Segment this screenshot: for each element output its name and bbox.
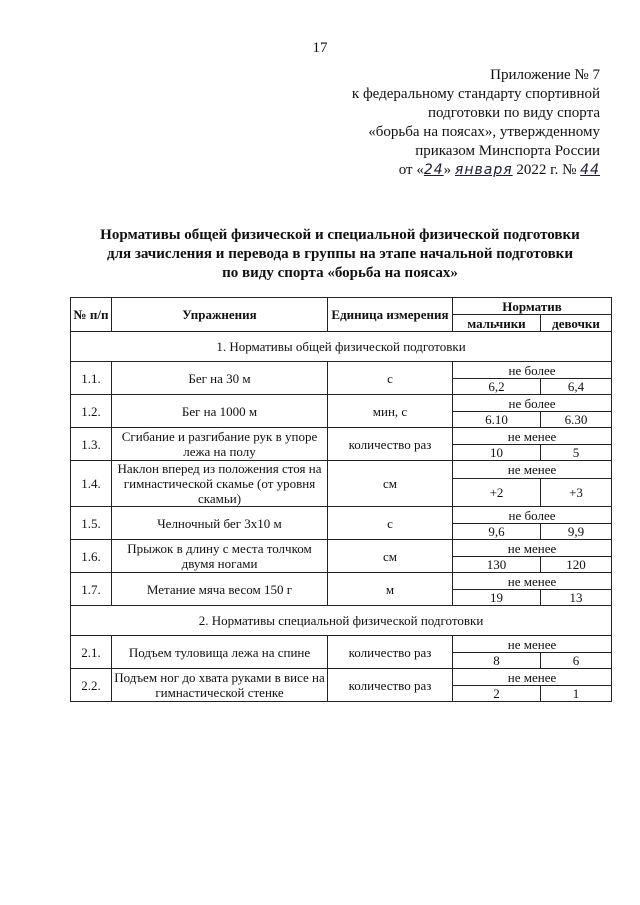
appendix-line: «борьба на поясах», утвержденному <box>368 124 600 140</box>
row-num: 1.7. <box>71 573 112 606</box>
row-unit: количество раз <box>328 428 453 461</box>
date-mid: » <box>443 162 452 178</box>
row-boys: +2 <box>453 478 541 506</box>
section-heading: 1. Нормативы общей физической подготовки <box>71 332 612 362</box>
header-boys: мальчики <box>453 315 541 332</box>
row-exercise: Метание мяча весом 150 г <box>112 573 328 606</box>
table-row <box>71 636 612 653</box>
row-girls: 9,9 <box>541 524 612 540</box>
table-row <box>71 507 612 524</box>
document-title <box>60 226 620 283</box>
table-body <box>71 332 612 702</box>
row-condition: не более <box>453 507 612 524</box>
row-girls: 120 <box>541 557 612 573</box>
row-exercise: Наклон вперед из положения стоя на гимнастической скамье (от уровня скамьи) <box>112 461 328 507</box>
row-girls: 1 <box>541 686 612 702</box>
title-line: для зачисления и перевода в группы на этапе начальной подготовки <box>107 246 573 262</box>
row-num: 1.4. <box>71 461 112 507</box>
row-boys: 9,6 <box>453 524 541 540</box>
date-prefix: от « <box>398 162 424 178</box>
appendix-line: подготовки по виду спорта <box>428 105 600 121</box>
standards-table <box>70 297 612 702</box>
row-condition: не более <box>453 362 612 379</box>
row-girls: +3 <box>541 478 612 506</box>
table-row <box>71 461 612 479</box>
row-exercise: Челночный бег 3х10 м <box>112 507 328 540</box>
appendix-block <box>300 66 600 180</box>
header-unit: Единица измерения <box>328 298 453 332</box>
table-row <box>71 362 612 379</box>
header-norm: Норматив <box>453 298 612 315</box>
appendix-line: к федеральному стандарту спортивной <box>351 86 600 102</box>
row-boys: 130 <box>453 557 541 573</box>
row-girls: 6 <box>541 653 612 669</box>
row-boys: 2 <box>453 686 541 702</box>
title-line: по виду спорта «борьба на поясах» <box>222 265 458 281</box>
row-unit: м <box>328 573 453 606</box>
row-num: 1.2. <box>71 395 112 428</box>
row-unit: количество раз <box>328 636 453 669</box>
table-row <box>71 395 612 412</box>
row-boys: 19 <box>453 590 541 606</box>
row-num: 1.3. <box>71 428 112 461</box>
row-num: 1.5. <box>71 507 112 540</box>
row-girls: 6.30 <box>541 412 612 428</box>
row-condition: не менее <box>453 461 612 479</box>
row-boys: 10 <box>453 445 541 461</box>
row-condition: не менее <box>453 573 612 590</box>
date-day-handwritten: 24 <box>423 162 444 178</box>
row-num: 2.2. <box>71 669 112 702</box>
table-row <box>71 573 612 590</box>
date-month-handwritten: января <box>454 162 513 178</box>
row-boys: 6,2 <box>453 379 541 395</box>
table-row <box>71 428 612 445</box>
row-exercise: Прыжок в длину с места толчком двумя ногами <box>112 540 328 573</box>
row-exercise: Сгибание и разгибание рук в упоре лежа на полу <box>112 428 328 461</box>
row-unit: см <box>328 540 453 573</box>
section-heading: 2. Нормативы специальной физической подготовки <box>71 606 612 636</box>
row-unit: см <box>328 461 453 507</box>
title-line: Нормативы общей физической и специальной физической подготовки <box>100 227 580 243</box>
order-number-handwritten: 44 <box>580 162 600 178</box>
header-num: № п/п <box>71 298 112 332</box>
page-number: 17 <box>312 40 328 56</box>
row-boys: 6.10 <box>453 412 541 428</box>
row-condition: не более <box>453 395 612 412</box>
row-girls: 5 <box>541 445 612 461</box>
table-row <box>71 540 612 557</box>
row-condition: не менее <box>453 636 612 653</box>
date-year: 2022 г. № <box>516 162 577 178</box>
row-unit: количество раз <box>328 669 453 702</box>
row-unit: с <box>328 507 453 540</box>
row-exercise: Подъем туловища лежа на спине <box>112 636 328 669</box>
table-row <box>71 669 612 686</box>
appendix-line: Приложение № 7 <box>490 67 600 83</box>
header-girls: девочки <box>541 315 612 332</box>
appendix-line: приказом Минспорта России <box>415 143 600 159</box>
row-condition: не менее <box>453 540 612 557</box>
row-condition: не менее <box>453 428 612 445</box>
header-exercise: Упражнения <box>112 298 328 332</box>
row-exercise: Подъем ног до хвата руками в висе на гимнастической стенке <box>112 669 328 702</box>
row-num: 2.1. <box>71 636 112 669</box>
row-condition: не менее <box>453 669 612 686</box>
row-unit: мин, с <box>328 395 453 428</box>
row-unit: с <box>328 362 453 395</box>
row-num: 1.1. <box>71 362 112 395</box>
row-boys: 8 <box>453 653 541 669</box>
row-girls: 13 <box>541 590 612 606</box>
row-exercise: Бег на 30 м <box>112 362 328 395</box>
row-num: 1.6. <box>71 540 112 573</box>
appendix-date-line <box>300 161 600 180</box>
row-exercise: Бег на 1000 м <box>112 395 328 428</box>
row-girls: 6,4 <box>541 379 612 395</box>
